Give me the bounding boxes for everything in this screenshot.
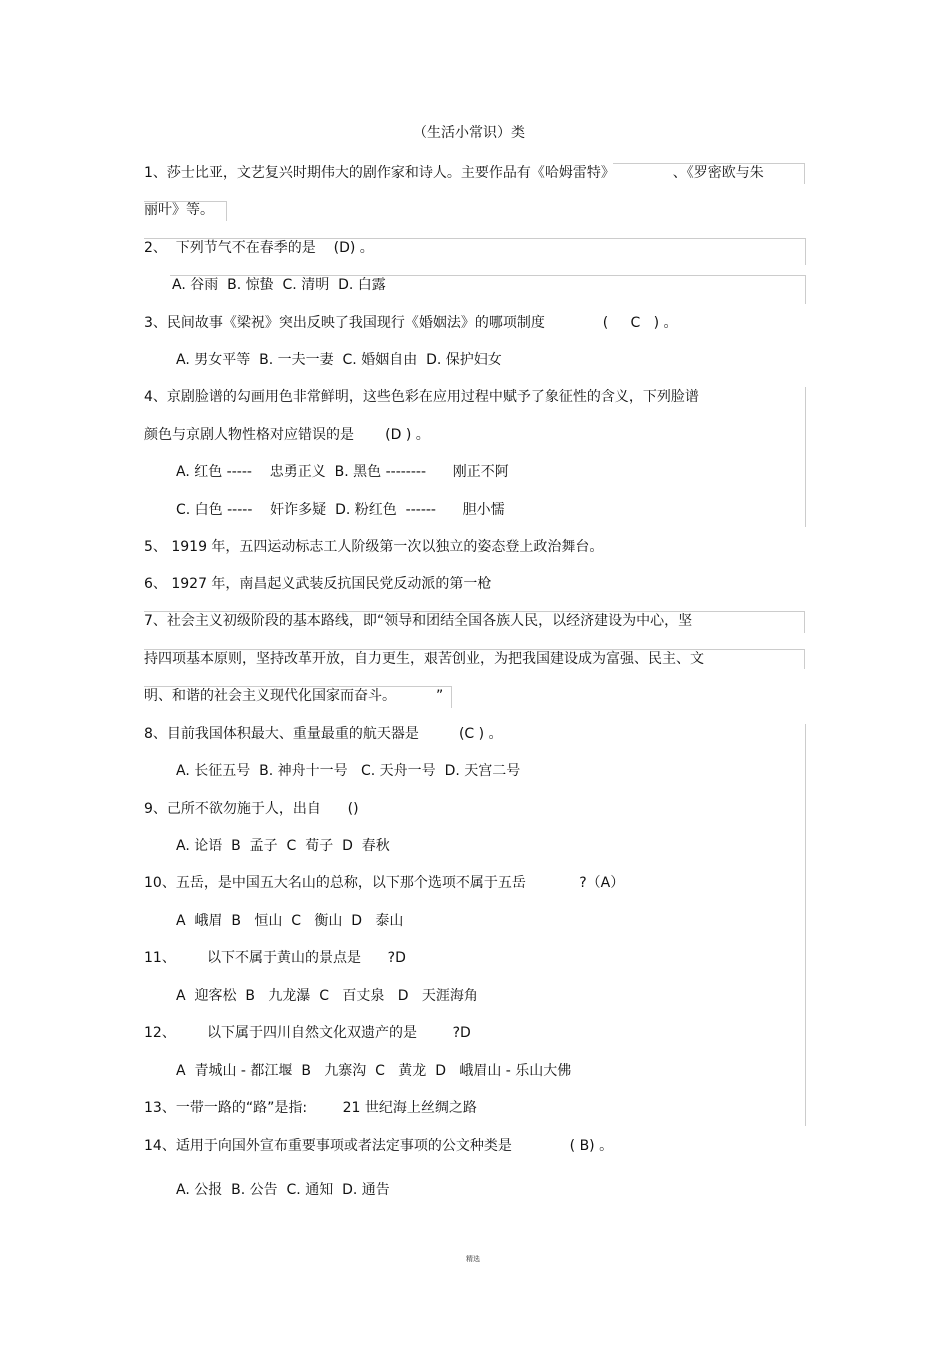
q4-question-line-2: 颜色与京剧人物性格对应错误的是 (D ) 。 [144, 427, 430, 443]
q11-question: 11、 以下不属于黄山的景点是 ?D [144, 950, 406, 966]
q11-options: A 迎客松 B 九龙瀑 C 百丈泉 D 天涯海角 [176, 988, 478, 1004]
fact-5: 5、 1919 年，五四运动标志工人阶级第一次以独立的姿态登上政治舞台。 [144, 539, 604, 555]
q4-question-line-1: 4、京剧脸谱的勾画用色非常鲜明，这些色彩在应用过程中赋予了象征性的含义，下列脸谱 [144, 389, 699, 405]
fact-7-line-2: 持四项基本原则，坚持改革开放，自力更生，艰苦创业，为把我国建设成为富强、民主、文 [144, 651, 704, 667]
q3-options: A. 男女平等 B. 一夫一妻 C. 婚姻自由 D. 保护妇女 [176, 352, 502, 368]
q10-options: A 峨眉 B 恒山 C 衡山 D 泰山 [176, 913, 404, 929]
q1-line-2: 丽叶》等。 [144, 202, 214, 218]
fact-7-line-1: 7、社会主义初级阶段的基本路线，即“领导和团结全国各族人民，以经济建设为中心，坚 [144, 613, 693, 629]
border-line [805, 387, 806, 527]
q14-options: A. 公报 B. 公告 C. 通知 D. 通告 [176, 1182, 390, 1198]
fact-13: 13、一带一路的“路”是指: 21 世纪海上丝绸之路 [144, 1100, 477, 1116]
document-title: （生活小常识）类 [413, 125, 525, 141]
q8-question: 8、目前我国体积最大、重量最重的航天器是 (C ) 。 [144, 726, 503, 742]
q3-question: 3、民间故事《梁祝》突出反映了我国现行《婚姻法》的哪项制度 ( C ) 。 [144, 315, 678, 331]
q9-question: 9、己所不欲勿施于人，出自 () [144, 801, 359, 817]
q10-question: 10、五岳，是中国五大名山的总称，以下那个选项不属于五岳 ?（A） [144, 875, 625, 891]
border-line [805, 724, 806, 1126]
q4-options-line-2: C. 白色 ----- 奸诈多疑 D. 粉红色 ------ 胆小懦 [176, 502, 505, 518]
q2-question: 2、 下列节气不在春季的是 (D) 。 [144, 240, 374, 256]
fact-7-line-3: 明、和谐的社会主义现代化国家而奋斗。 ” [144, 688, 444, 704]
q12-question: 12、 以下属于四川自然文化双遗产的是 ?D [144, 1025, 471, 1041]
fact-6: 6、 1927 年，南昌起义武装反抗国民党反动派的第一枪 [144, 576, 492, 592]
q9-options: A. 论语 B 孟子 C 荀子 D 春秋 [176, 838, 390, 854]
q14-question: 14、适用于向国外宣布重要事项或者法定事项的公文种类是 ( B) 。 [144, 1138, 614, 1154]
page-footer: 精选 [466, 1255, 480, 1263]
q2-options: A. 谷雨 B. 惊蛰 C. 清明 D. 白露 [172, 277, 386, 293]
q8-options: A. 长征五号 B. 神舟十一号 C. 天舟一号 D. 天宫二号 [176, 763, 521, 779]
q1-line-1: 1、莎士比亚，文艺复兴时期伟大的剧作家和诗人。主要作品有《哈姆雷特》 、《罗密欧与朱 [144, 165, 764, 181]
q4-options-line-1: A. 红色 ----- 忠勇正义 B. 黑色 -------- 刚正不阿 [176, 464, 509, 480]
q12-options: A 青城山 - 都江堰 B 九寨沟 C 黄龙 D 峨眉山 - 乐山大佛 [176, 1063, 572, 1079]
